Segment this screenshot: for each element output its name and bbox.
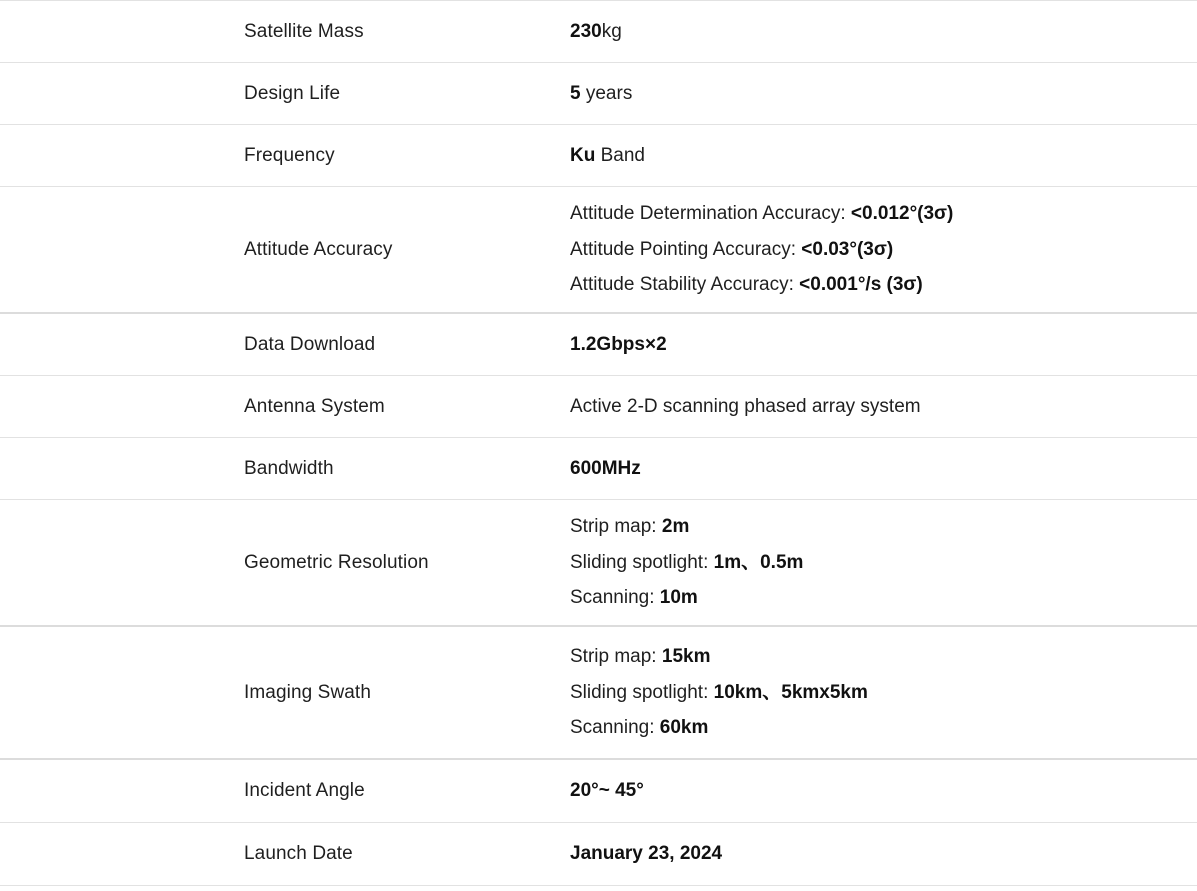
spec-label: Data Download bbox=[244, 333, 376, 355]
spec-value-prefix: Attitude Stability Accuracy: bbox=[570, 274, 800, 296]
spec-value-prefix: Attitude Determination Accuracy: bbox=[570, 203, 851, 225]
spec-row-launch-date bbox=[0, 823, 1197, 886]
spec-value-strong: 1.2Gbps×2 bbox=[570, 333, 667, 355]
spec-row-bandwidth bbox=[0, 438, 1197, 500]
spec-value-prefix: Scanning: bbox=[570, 717, 660, 739]
spec-label: Attitude Accuracy bbox=[244, 238, 393, 260]
spec-value-rest: years bbox=[580, 82, 633, 104]
spec-value-strong: <0.012°(3σ) bbox=[850, 203, 954, 225]
spec-value-line bbox=[570, 509, 1197, 545]
spec-value-prefix: Strip map: bbox=[570, 646, 662, 668]
spec-value bbox=[570, 14, 1197, 50]
spec-value-rest: Band bbox=[595, 144, 645, 166]
spec-label: Antenna System bbox=[244, 395, 385, 417]
spec-value-line bbox=[570, 675, 1197, 711]
spec-row-frequency bbox=[0, 125, 1197, 187]
spec-value bbox=[570, 138, 1197, 174]
spec-value-strong: 10km、5kmx5km bbox=[713, 681, 868, 703]
spec-value-line bbox=[570, 196, 1197, 232]
spec-value-strong: January 23, 2024 bbox=[570, 843, 723, 865]
spec-row-antenna-system bbox=[0, 376, 1197, 438]
spec-row-imaging-swath bbox=[0, 627, 1197, 760]
spec-label: Satellite Mass bbox=[244, 20, 364, 42]
spec-value bbox=[570, 509, 1197, 616]
spec-value-strong: Ku bbox=[570, 144, 596, 166]
spec-row-data-download bbox=[0, 314, 1197, 376]
spec-value-strong: 10m bbox=[659, 587, 698, 609]
spec-value-rest: Active 2-D scanning phased array system bbox=[570, 395, 921, 417]
spec-label: Bandwidth bbox=[244, 457, 334, 479]
spec-value-strong: 600MHz bbox=[570, 457, 641, 479]
spec-value-strong: <0.03°(3σ) bbox=[801, 238, 894, 260]
spec-label: Design Life bbox=[244, 82, 341, 104]
spec-label: Imaging Swath bbox=[244, 681, 371, 703]
spec-value bbox=[570, 327, 1197, 363]
spec-label: Incident Angle bbox=[244, 780, 365, 801]
spec-value-line bbox=[570, 639, 1197, 675]
spec-value-strong: 15km bbox=[661, 646, 711, 668]
spec-value-rest: kg bbox=[601, 20, 622, 42]
spec-label: Launch Date bbox=[244, 843, 353, 864]
spec-value-prefix: Sliding spotlight: bbox=[570, 681, 714, 703]
spec-value-strong: 230 bbox=[570, 20, 602, 42]
spec-value bbox=[570, 639, 1197, 746]
spec-value-line bbox=[570, 232, 1197, 268]
spec-value-line bbox=[570, 545, 1197, 581]
spec-label: Geometric Resolution bbox=[244, 551, 429, 573]
spec-value-strong: 60km bbox=[659, 717, 709, 739]
spec-value-strong: <0.001°/s (3σ) bbox=[799, 274, 923, 296]
spec-value bbox=[570, 773, 1197, 809]
spec-row-incident-angle bbox=[0, 760, 1197, 823]
spec-value-prefix: Scanning: bbox=[570, 587, 660, 609]
spec-value-strong: 5 bbox=[570, 82, 581, 104]
spec-value-line bbox=[570, 710, 1197, 746]
spec-value-line bbox=[570, 267, 1197, 303]
spec-row-geometric-resolution bbox=[0, 500, 1197, 627]
spec-value bbox=[570, 76, 1197, 112]
spec-value bbox=[570, 836, 1197, 872]
spec-value bbox=[570, 196, 1197, 303]
spec-value-line bbox=[570, 580, 1197, 616]
spec-value-strong: 1m、0.5m bbox=[713, 551, 804, 573]
spec-value-prefix: Sliding spotlight: bbox=[570, 551, 714, 573]
spec-label: Frequency bbox=[244, 144, 335, 166]
spec-value-strong: 2m bbox=[661, 516, 690, 538]
spec-value bbox=[570, 389, 1197, 425]
spec-value-prefix: Attitude Pointing Accuracy: bbox=[570, 238, 802, 260]
spec-row-attitude-accuracy bbox=[0, 187, 1197, 314]
spec-value-prefix: Strip map: bbox=[570, 516, 662, 538]
spec-value-strong: 20°~ 45° bbox=[570, 780, 644, 802]
spec-row-satellite-mass bbox=[0, 1, 1197, 63]
spec-value bbox=[570, 451, 1197, 487]
spec-row-design-life bbox=[0, 63, 1197, 125]
